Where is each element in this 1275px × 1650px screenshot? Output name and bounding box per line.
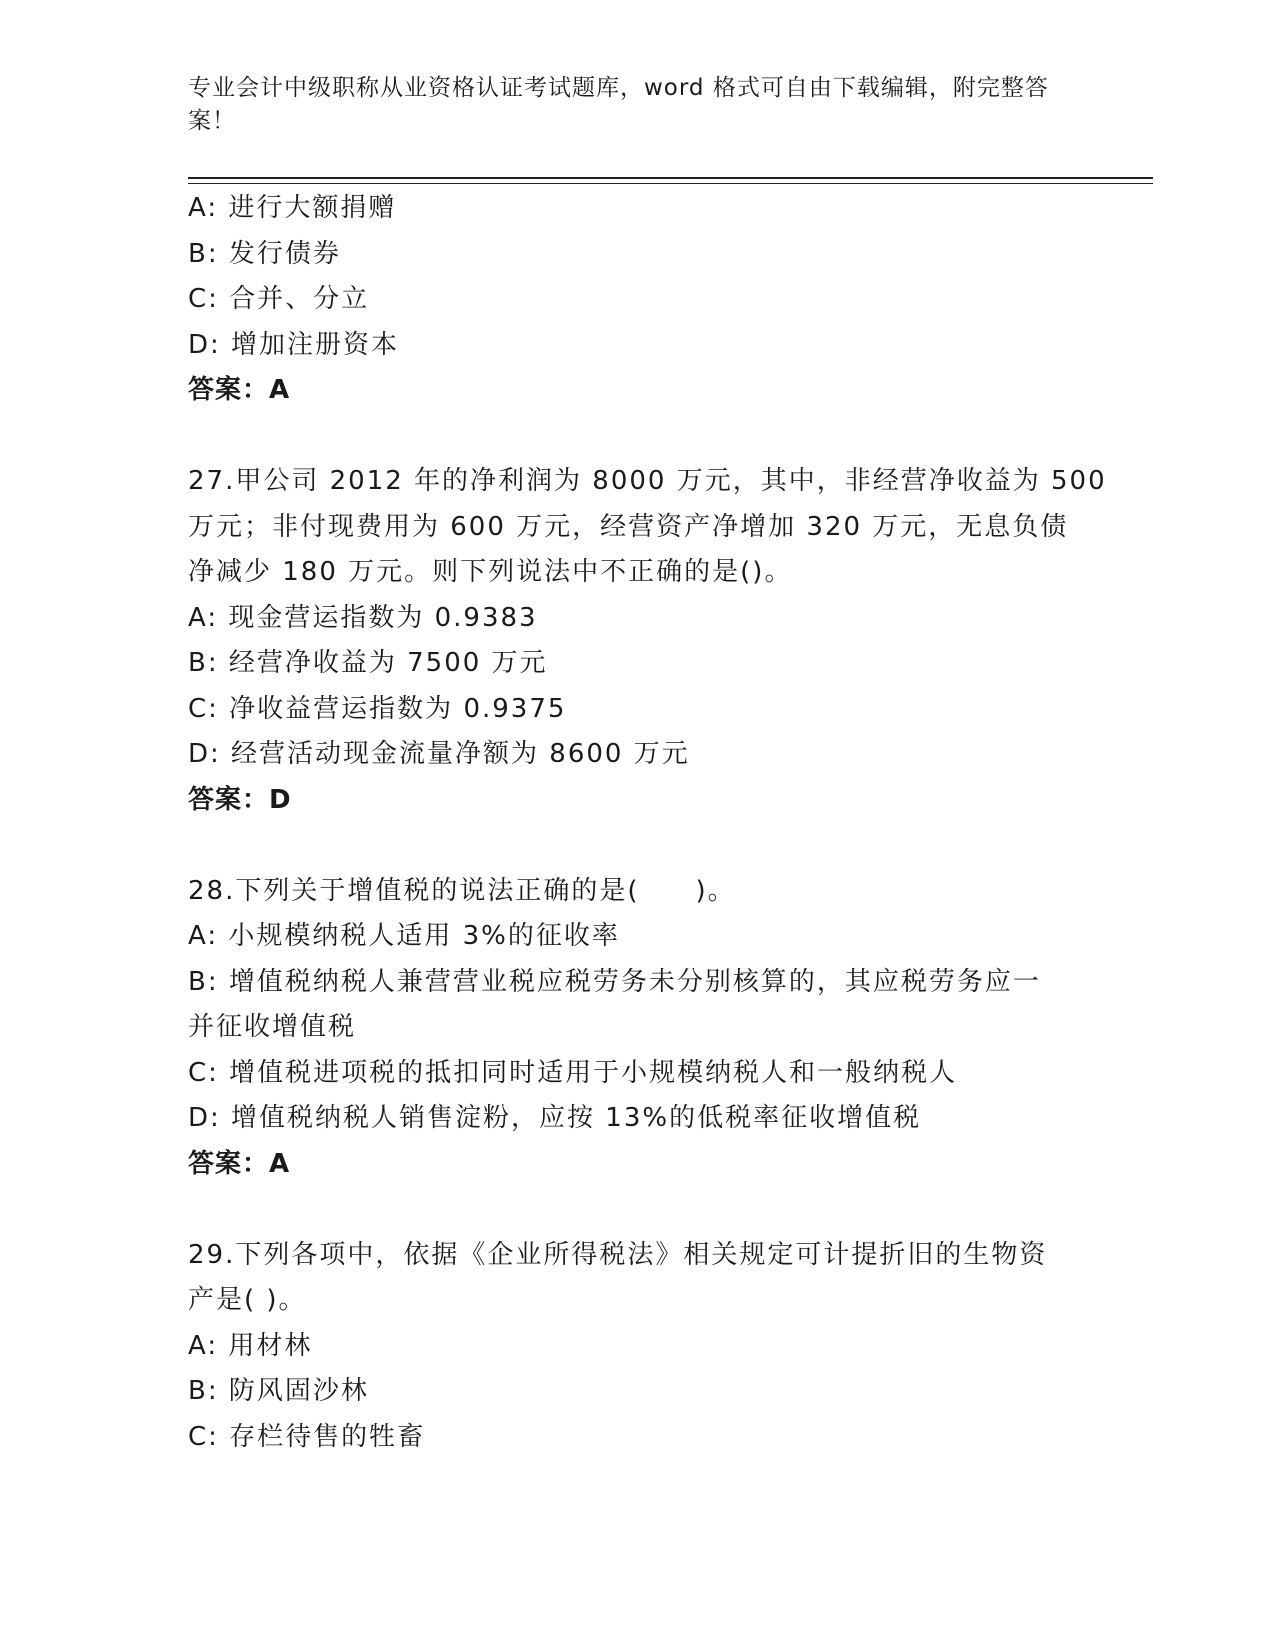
option-d: D: 增值税纳税人销售淀粉，应按 13%的低税率征收增值税 <box>188 1103 922 1133</box>
question-stem-line: 27.甲公司 2012 年的净利润为 8000 万元，其中，非经营净收益为 500 <box>188 466 1107 496</box>
answer: 答案：A <box>188 375 291 405</box>
spacer <box>188 823 1088 869</box>
option-c: C: 存栏待售的牲畜 <box>188 1421 426 1452</box>
header-line-2: 案！ <box>188 108 236 134</box>
option-b: B: 防风固沙林 <box>188 1376 369 1406</box>
option-d: D: 增加注册资本 <box>188 329 400 360</box>
header-divider-thin <box>188 183 1153 184</box>
option-a: A: 小规模纳税人适用 3%的征收率 <box>188 921 620 951</box>
spacer <box>188 1187 1088 1233</box>
option-b: B: 发行债券 <box>188 238 341 269</box>
option-b-continued: 并征收增值税 <box>188 1012 357 1042</box>
option-a: A: 现金营运指数为 0.9383 <box>188 602 538 633</box>
option-c: C: 净收益营运指数为 0.9375 <box>188 693 567 724</box>
question-stem-line: 万元；非付现费用为 600 万元，经营资产净增加 320 万元，无息负债 <box>188 511 1069 542</box>
answer: 答案：A <box>188 1148 291 1179</box>
option-a: A: 进行大额捐赠 <box>188 193 397 223</box>
page-header <box>188 72 1068 138</box>
header-divider-thick <box>188 177 1153 179</box>
question-stem-line: 29.下列各项中，依据《企业所得税法》相关规定可计提折旧的生物资 <box>188 1239 1048 1270</box>
question-stem-line: 28.下列关于增值税的说法正确的是( )。 <box>188 875 736 906</box>
spacer <box>188 414 1088 460</box>
question-26 <box>188 186 1088 414</box>
option-b: B: 经营净收益为 7500 万元 <box>188 648 548 678</box>
option-c: C: 增值税进项税的抵扣同时适用于小规模纳税人和一般纳税人 <box>188 1057 958 1088</box>
option-a: A: 用材林 <box>188 1330 313 1361</box>
question-stem-line: 净减少 180 万元。则下列说法中不正确的是()。 <box>188 557 793 587</box>
question-list <box>188 186 1107 1460</box>
answer: 答案：D <box>188 784 292 815</box>
option-d: D: 经营活动现金流量净额为 8600 万元 <box>188 739 690 769</box>
option-b: B: 增值税纳税人兼营营业税应税劳务未分别核算的，其应税劳务应一 <box>188 966 1041 997</box>
option-c: C: 合并、分立 <box>188 284 370 314</box>
question-stem-line: 产是( )。 <box>188 1285 307 1315</box>
question-29 <box>188 1233 1088 1461</box>
header-line-1: 专业会计中级职称从业资格认证考试题库，word 格式可自由下载编辑，附完整答 <box>188 75 1049 101</box>
question-27 <box>188 459 1107 823</box>
question-28 <box>188 869 1088 1188</box>
